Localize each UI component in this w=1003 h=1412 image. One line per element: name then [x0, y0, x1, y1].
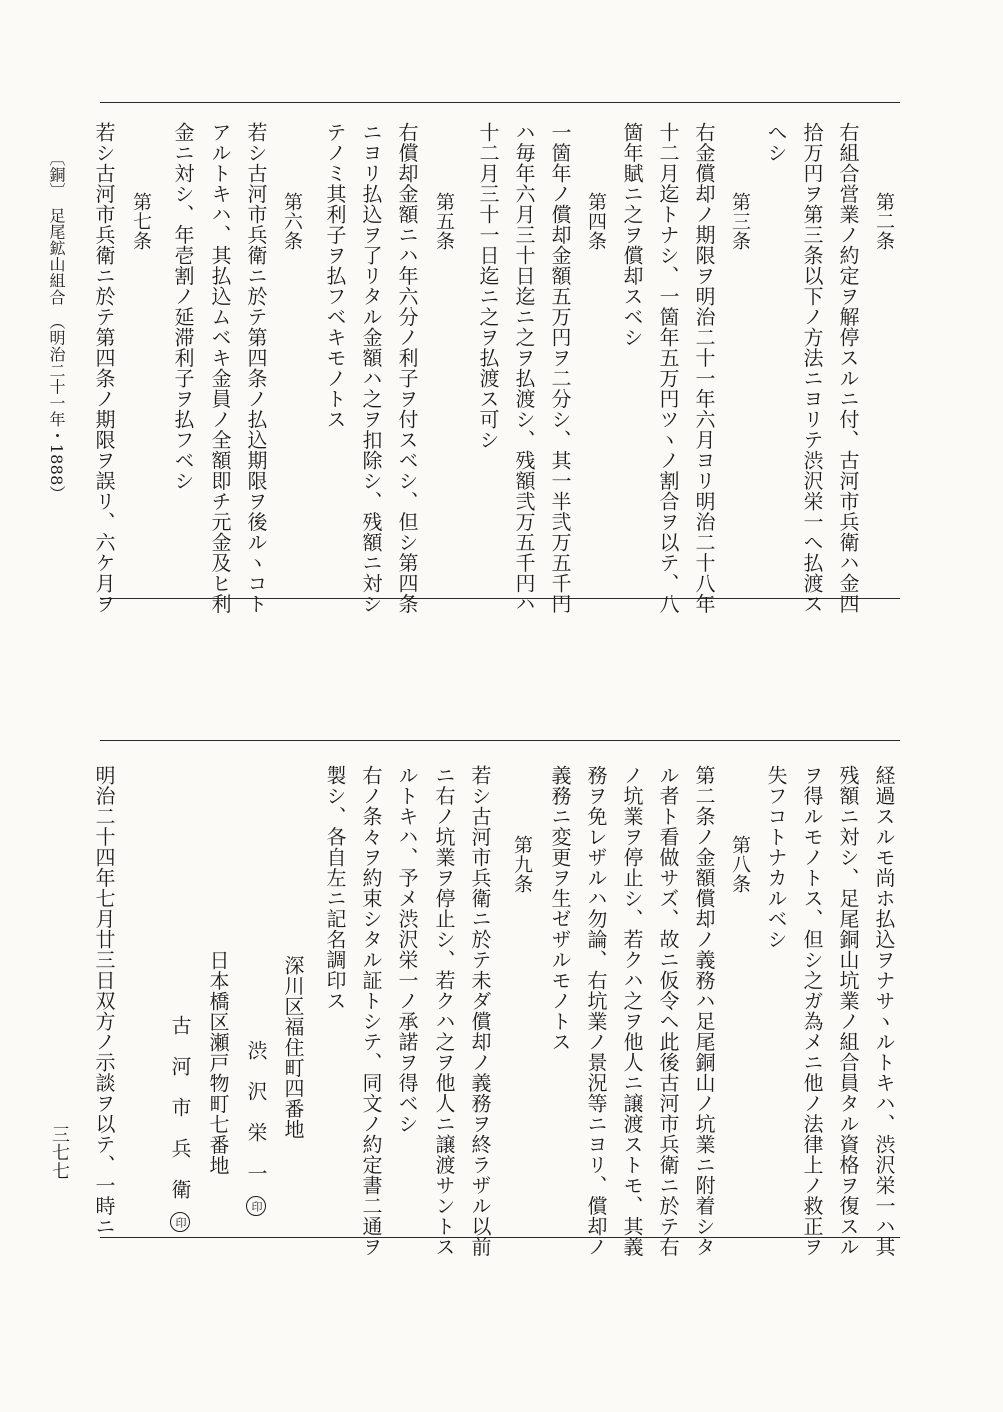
page-number: 三七七	[49, 1125, 70, 1180]
text-column: ルトキハ、予メ渋沢栄一ノ承諾ヲ得ベシ	[395, 765, 419, 1134]
text-column: ノ坑業ヲ停止シ、若クハ之ヲ他人ニ譲渡ストモ、其義	[620, 765, 644, 1257]
seal-icon: 印	[246, 1196, 266, 1216]
article-2-heading: 第二条	[873, 192, 895, 251]
article-5-heading: 第五条	[433, 192, 455, 251]
top-rule-upper	[100, 102, 900, 103]
text-column: 金ニ対シ、年壱割ノ延滞利子ヲ払フベシ	[171, 122, 195, 491]
text-column: 務ヲ免レザルハ勿論、右坑業ノ景況等ニヨリ、償却ノ	[584, 765, 608, 1257]
article-7-heading: 第七条	[130, 192, 152, 251]
text-column: 右ノ条々ヲ約束シタル証トシテ、同文ノ約定書二通ヲ	[359, 765, 383, 1257]
text-column: テノミ其利子ヲ払フベキモノトス	[323, 122, 347, 430]
text-column: 右償却金額ニハ年六分ノ利子ヲ付スベシ、但シ第四条	[395, 122, 419, 614]
bottom-rule-upper	[100, 740, 900, 741]
text-column: ニ右ノ坑業ヲ停止シ、若クハ之ヲ他人ニ譲渡サントス	[432, 765, 456, 1257]
text-column: 第二条ノ金額償却ノ義務ハ足尾銅山ノ坑業ニ附着シタ	[692, 765, 716, 1257]
article-3-heading: 第三条	[729, 192, 751, 251]
text-column: 若シ古河市兵衛ニ於テ未ダ償却ノ義務ヲ終ラザル以前	[468, 765, 492, 1257]
article-6-heading: 第六条	[281, 192, 303, 251]
text-column: 製シ、各自左ニ記名調印ス	[323, 765, 347, 1011]
text-column: ニヨリ払込ヲ了リタル金額ハ之ヲ扣除シ、残額ニ対シ	[359, 122, 383, 614]
article-9-heading: 第九条	[511, 835, 533, 894]
text-column: 経過スルモ尚ホ払込ヲナサヽルトキハ、渋沢栄一ハ其	[872, 765, 896, 1257]
text-column: 右組合営業ノ約定ヲ解停スルニ付、古河市兵衛ハ金四	[836, 122, 860, 614]
text-column: 失フコトナカルベシ	[764, 765, 788, 950]
article-4-heading: 第四条	[585, 192, 607, 251]
text-column: へシ	[764, 122, 788, 163]
seal-icon: 印	[170, 1212, 190, 1232]
running-head: 〔銅〕 足尾鉱山組合 （明治二十一年・1888）	[47, 150, 66, 502]
article-8-heading: 第八条	[729, 835, 751, 894]
text-column: 一箇年ノ償却金額五万円ヲ二分シ、其一半弐万五千円	[548, 122, 572, 614]
date-line: 明治二十四年七月廿三日双方ノ示談ヲ以テ、一時ニ	[92, 765, 116, 1237]
text-column: 右金償却ノ期限ヲ明治二十一年六月ヨリ明治二十八年	[692, 122, 716, 614]
text-column: 拾万円ヲ第三条以下ノ方法ニヨリテ渋沢栄一へ払渡ス	[800, 122, 824, 614]
shibusawa-name	[246, 1040, 266, 1216]
text-column: ハ毎年六月三十日迄ニ之ヲ払渡シ、残額弐万五千円ハ	[512, 122, 536, 614]
bottom-rule-lower	[100, 1237, 900, 1238]
text-column: ヲ得ルモノトス、但シ之ガ為メニ他ノ法律上ノ救正ヲ	[800, 765, 824, 1257]
text-column: ル者ト看做サズ、故ニ仮令ヘ此後古河市兵衛ニ於テ右	[656, 765, 680, 1257]
text-column: 義務ニ変更ヲ生ゼザルモノトス	[548, 765, 572, 1052]
text-column: 若シ古河市兵衛ニ於テ第四条ノ払込期限ヲ後ルヽコト	[244, 122, 268, 614]
shibusawa-address: 深川区福住町四番地	[281, 955, 305, 1140]
shibusawa-name-text: 渋 沢 栄 一	[244, 1040, 268, 1184]
furukawa-address: 日本橋区瀬戸物町七番地	[206, 950, 230, 1176]
text-column: 十二月三十一日迄ニ之ヲ払渡ス可シ	[476, 122, 500, 450]
furukawa-name-text: 古 河 市 兵 衛	[168, 1015, 192, 1200]
furukawa-name	[170, 1015, 190, 1232]
text-column: アルトキハ、其払込ムベキ金員ノ全額即チ元金及ヒ利	[208, 122, 232, 614]
text-column: 若シ古河市兵衛ニ於テ第四条ノ期限ヲ誤リ、六ケ月ヲ	[92, 122, 116, 614]
text-column: 残額ニ対シ、足尾銅山坑業ノ組合員タル資格ヲ復スル	[836, 765, 860, 1257]
text-column: 箇年賦ニ之ヲ償却スベシ	[620, 122, 644, 348]
text-column: 十二月迄トナシ、一箇年五万円ツヽノ割合ヲ以テ、八	[656, 122, 680, 614]
